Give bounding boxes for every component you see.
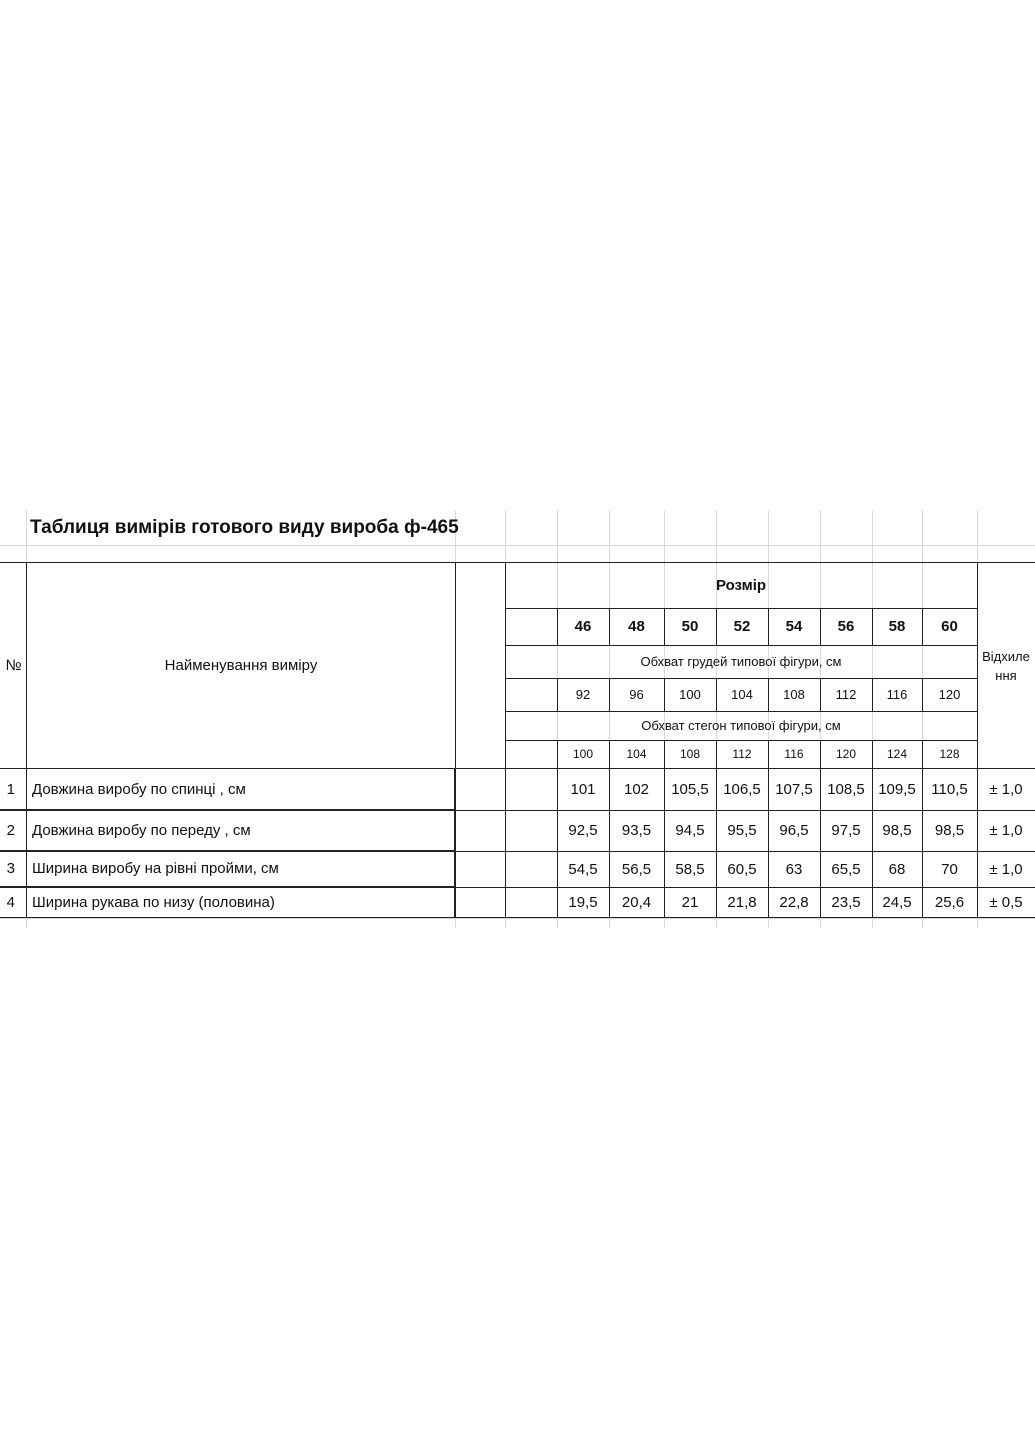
hip-label	[505, 711, 978, 741]
hip-label-text: Обхват стегон типової фігури, см	[641, 718, 841, 733]
row-name	[26, 769, 456, 811]
hip-blank	[505, 740, 558, 769]
row-value-cell	[716, 810, 769, 852]
chest-cell	[664, 678, 717, 712]
hip-value: 104	[626, 747, 647, 761]
size-value: 50	[681, 618, 699, 635]
hip-cell	[609, 740, 665, 769]
row-blank	[505, 851, 558, 888]
row-value: 21,8	[727, 893, 757, 911]
row-value: 70	[941, 860, 958, 878]
chest-cell	[820, 678, 873, 712]
row-number	[0, 851, 27, 888]
grid-line	[0, 545, 1035, 546]
size-value: 56	[837, 618, 855, 635]
row-value: 92,5	[568, 822, 598, 839]
row-value-cell	[557, 769, 610, 811]
row-name	[26, 810, 456, 852]
chest-cell	[922, 678, 978, 712]
row-value: 63	[785, 860, 803, 878]
chest-blank	[505, 678, 558, 712]
row-value-cell	[922, 851, 978, 888]
deviation-label-1: Відхиле	[982, 648, 1030, 664]
row-value-cell	[820, 851, 873, 888]
row-value-cell	[872, 769, 923, 811]
hip-value: 108	[679, 747, 701, 761]
row-value: 20,4	[621, 893, 652, 911]
size-blank	[505, 608, 558, 646]
row-name	[26, 887, 456, 918]
row-blank	[455, 851, 506, 888]
row-value-cell	[557, 810, 610, 852]
chest-cell	[716, 678, 769, 712]
row-value-cell	[557, 887, 610, 918]
size-value: 58	[888, 618, 906, 635]
hip-cell	[716, 740, 769, 769]
row-value: 95,5	[727, 822, 757, 839]
row-value-cell	[768, 810, 821, 852]
row-value: 65,5	[831, 860, 861, 878]
row-number	[0, 810, 27, 852]
row-value-cell	[820, 810, 873, 852]
chest-cell	[768, 678, 821, 712]
row-value: 58,5	[675, 860, 705, 878]
row-value: 60,5	[727, 860, 757, 878]
size-cell	[872, 608, 923, 646]
chest-value: 100	[679, 687, 701, 702]
size-cell	[922, 608, 978, 646]
row-value-cell	[922, 887, 978, 918]
row-value-cell	[716, 851, 769, 888]
row-value: 54,5	[568, 860, 598, 878]
chest-label-text: Обхват грудей типової фігури, см	[640, 654, 842, 669]
row-name-text: Ширина виробу на рівні пройми, см	[32, 860, 279, 877]
row-deviation	[977, 851, 1035, 888]
row-value: 56,5	[621, 860, 652, 878]
row-deviation-text: ± 1,0	[989, 822, 1023, 839]
row-blank	[455, 810, 506, 852]
hip-value: 128	[939, 747, 960, 761]
deviation-label-2: ння	[995, 667, 1017, 683]
grid-line	[0, 918, 1035, 919]
hip-cell	[872, 740, 923, 769]
size-cell	[609, 608, 665, 646]
row-value: 108,5	[827, 781, 865, 798]
row-value: 24,5	[882, 893, 912, 911]
size-value: 52	[733, 618, 751, 635]
chest-value: 108	[783, 687, 805, 702]
size-value: 54	[785, 618, 803, 635]
row-blank	[455, 769, 506, 811]
row-value-cell	[609, 810, 665, 852]
row-number-text: 3	[6, 860, 15, 877]
row-name-text: Довжина виробу по спинці , см	[32, 780, 246, 798]
chest-label	[505, 645, 978, 679]
hip-value: 100	[572, 747, 594, 761]
row-value-cell	[664, 851, 717, 888]
row-value: 102	[623, 781, 650, 798]
row-value-cell	[872, 851, 923, 888]
hip-cell	[922, 740, 978, 769]
size-value: 60	[941, 618, 958, 635]
row-name	[26, 851, 456, 888]
row-deviation	[977, 769, 1035, 811]
chest-value: 116	[886, 687, 908, 702]
header-deviation	[977, 562, 1035, 769]
row-value-cell	[872, 887, 923, 918]
hip-value: 116	[784, 747, 804, 761]
size-cell	[768, 608, 821, 646]
header-size	[505, 562, 978, 609]
table-title: Таблиця вимірів готового виду вироба ф-465	[30, 517, 459, 538]
row-value: 22,8	[779, 893, 809, 911]
row-value-cell	[716, 769, 769, 811]
row-deviation	[977, 887, 1035, 918]
row-value: 94,5	[675, 822, 705, 839]
size-cell	[557, 608, 610, 646]
row-value: 68	[888, 860, 906, 878]
row-value-cell	[664, 887, 717, 918]
row-value-cell	[609, 851, 665, 888]
chest-cell	[872, 678, 923, 712]
row-value: 105,5	[671, 781, 709, 798]
hip-cell	[820, 740, 873, 769]
row-value-cell	[716, 887, 769, 918]
hip-cell	[557, 740, 610, 769]
row-value: 101	[570, 781, 596, 798]
hip-cell	[768, 740, 821, 769]
header-no	[0, 562, 27, 769]
row-value-cell	[820, 769, 873, 811]
row-value: 96,5	[779, 822, 809, 839]
row-number-text: 4	[6, 893, 15, 911]
row-value-cell	[768, 769, 821, 811]
row-value: 93,5	[621, 822, 652, 839]
hip-cell	[664, 740, 717, 769]
chest-cell	[557, 678, 610, 712]
row-value-cell	[768, 851, 821, 888]
row-deviation	[977, 810, 1035, 852]
size-value: 48	[628, 618, 645, 635]
row-name-text: Ширина рукава по низу (половина)	[32, 893, 275, 911]
row-deviation-text: ± 1,0	[989, 860, 1023, 878]
row-value: 97,5	[831, 822, 861, 839]
row-value-cell	[872, 810, 923, 852]
hip-value: 120	[835, 747, 857, 761]
row-blank	[505, 810, 558, 852]
row-value: 107,5	[775, 781, 813, 798]
chest-value: 92	[575, 687, 591, 702]
chest-value: 104	[731, 687, 753, 702]
row-number-text: 1	[6, 780, 15, 798]
size-cell	[716, 608, 769, 646]
row-blank	[455, 887, 506, 918]
row-value-cell	[664, 810, 717, 852]
chest-cell	[609, 678, 665, 712]
chest-value: 120	[938, 687, 961, 702]
row-deviation-text: ± 1,0	[989, 781, 1023, 798]
row-value: 19,5	[568, 893, 598, 911]
header-size-label: Розмір	[715, 577, 767, 594]
chest-value: 112	[835, 687, 857, 702]
header-blank	[455, 562, 506, 769]
row-blank	[505, 887, 558, 918]
row-value: 106,5	[723, 781, 761, 798]
header-name-label: Найменування виміру	[164, 657, 318, 674]
row-value-cell	[820, 887, 873, 918]
row-value: 98,5	[934, 822, 965, 839]
hip-value: 112	[732, 747, 752, 761]
size-cell	[820, 608, 873, 646]
chest-value: 96	[629, 687, 644, 702]
row-value: 110,5	[931, 781, 968, 798]
row-value: 109,5	[878, 781, 916, 798]
row-blank	[505, 769, 558, 811]
row-value: 21	[681, 893, 699, 911]
row-value-cell	[609, 769, 665, 811]
row-number-text: 2	[6, 821, 15, 839]
row-value: 23,5	[831, 893, 861, 911]
row-value-cell	[609, 887, 665, 918]
size-value: 46	[574, 618, 592, 635]
row-number	[0, 887, 27, 918]
row-value-cell	[768, 887, 821, 918]
size-cell	[664, 608, 717, 646]
row-deviation-text: ± 0,5	[989, 893, 1023, 911]
row-value-cell	[557, 851, 610, 888]
row-value-cell	[922, 769, 978, 811]
row-value: 25,6	[934, 893, 965, 911]
row-name-text: Довжина виробу по переду , см	[32, 821, 251, 839]
hip-value: 124	[886, 747, 908, 761]
row-value-cell	[922, 810, 978, 852]
row-number	[0, 769, 27, 811]
header-no-label: №	[5, 657, 22, 674]
header-name	[26, 562, 456, 769]
row-value-cell	[664, 769, 717, 811]
row-value: 98,5	[882, 822, 912, 839]
